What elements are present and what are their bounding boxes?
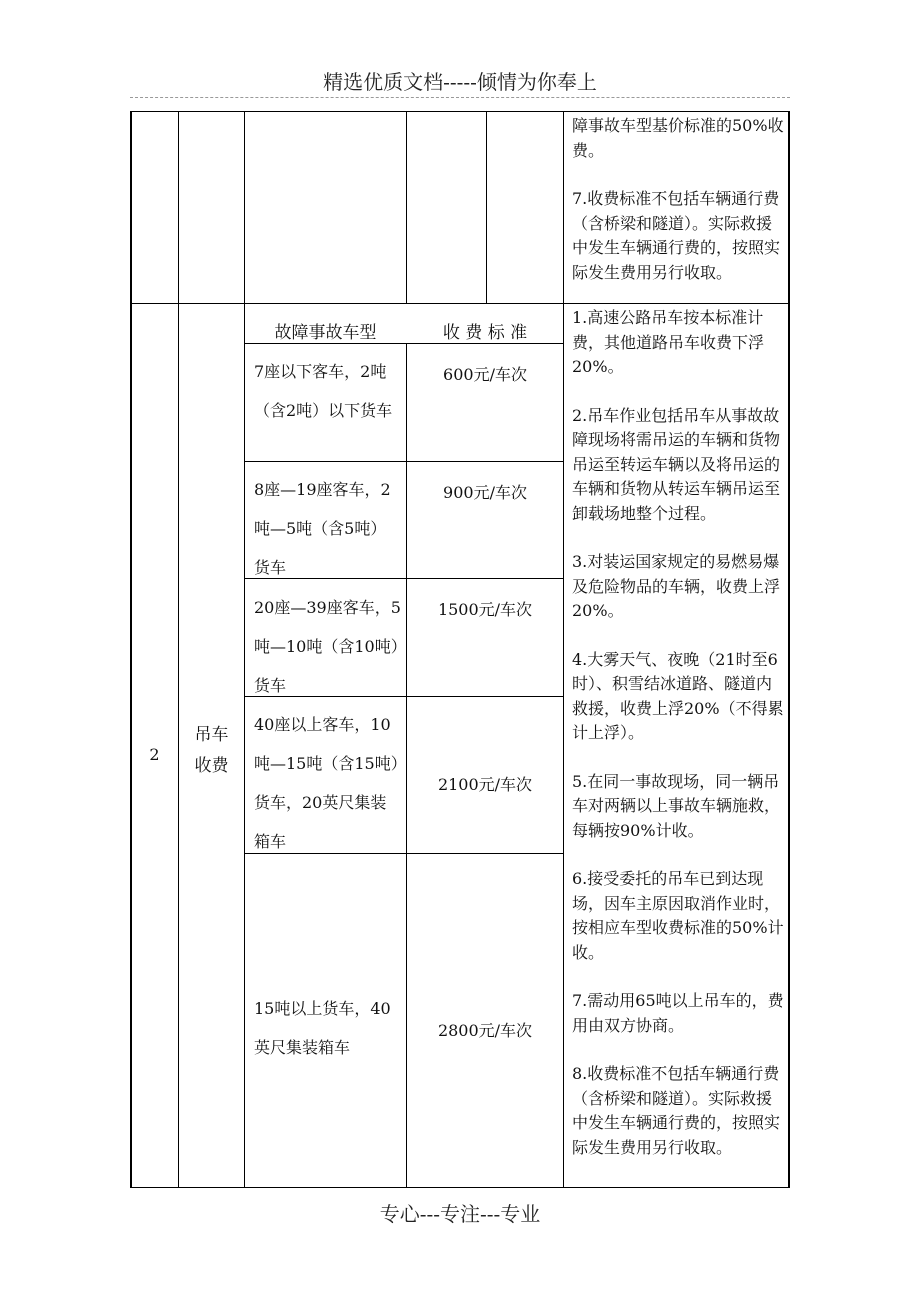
crane-note-4: 4.大雾天气、夜晚（21时至6时）、积雪结冰道路、隧道内救援，收费上浮20%（不得累计上浮）。 — [572, 649, 784, 742]
category-line-1: 吊车 — [194, 725, 229, 745]
crane-note-1: 1.高速公路吊车按本标准计费，其他道路吊车收费下浮20%。 — [572, 308, 765, 376]
vehicle-cell-3: 20座—39座客车，5吨—10吨（含10吨）货车 — [254, 598, 401, 695]
fee-cell-1: 600元/车次 — [443, 365, 527, 384]
top-note-1: 障事故车型基价标准的50%收费。 — [572, 116, 784, 160]
category-line-2: 收费 — [194, 756, 229, 776]
vehicle-cell-2: 8座—19座客车，2吨—5吨（含5吨）货车 — [254, 480, 391, 577]
page-header: 精选优质文档-----倾情为你奉上 — [323, 70, 597, 94]
vehicle-cell-4: 40座以上客车，10吨—15吨（含15吨）货车，20英尺集装箱车 — [254, 715, 399, 851]
col-header-vehicle: 故障事故车型 — [274, 323, 377, 343]
row-index: 2 — [149, 745, 160, 764]
crane-notes — [572, 306, 784, 1160]
page-footer: 专心---专注---专业 — [379, 1202, 541, 1226]
top-note-2: 7.收费标准不包括车辆通行费（含桥梁和隧道）。实际救援中发生车辆通行费的，按照实际发生费用另行收取。 — [572, 189, 781, 282]
crane-note-7: 7.需动用65吨以上吊车的，费用由双方协商。 — [572, 991, 784, 1035]
fee-cell-3: 1500元/车次 — [437, 600, 533, 619]
crane-note-3: 3.对装运国家规定的易燃易爆及危险物品的车辆，收费上浮20%。 — [572, 552, 781, 620]
top-notes — [572, 114, 784, 285]
fee-cell-2: 900元/车次 — [443, 483, 527, 502]
crane-note-6: 6.接受委托的吊车已到达现场，因车主原因取消作业时，按相应车型收费标准的50%计收。 — [572, 869, 784, 962]
crane-note-2: 2.吊车作业包括吊车从事故故障现场将需吊运的车辆和货物吊运至转运车辆以及将吊运的车辆和货物从转运车辆吊运至卸载场地整个过程。 — [572, 405, 781, 523]
vehicle-cell-5: 15吨以上货车，40英尺集装箱车 — [254, 999, 391, 1057]
fee-cell-5: 2800元/车次 — [437, 1021, 533, 1040]
crane-note-5: 5.在同一事故现场，同一辆吊车对两辆以上事故车辆施救，每辆按90%计收。 — [572, 771, 781, 840]
category-label — [179, 720, 244, 782]
crane-note-8: 8.收费标准不包括车辆通行费（含桥梁和隧道）。实际救援中发生车辆通行费的，按照实际发生费用另行收取。 — [572, 1064, 781, 1157]
vehicle-cell-1: 7座以下客车，2吨（含2吨）以下货车 — [254, 362, 393, 420]
header-divider — [130, 97, 790, 98]
fee-cell-4: 2100元/车次 — [437, 775, 533, 794]
col-header-fee: 收 费 标 准 — [442, 323, 528, 343]
